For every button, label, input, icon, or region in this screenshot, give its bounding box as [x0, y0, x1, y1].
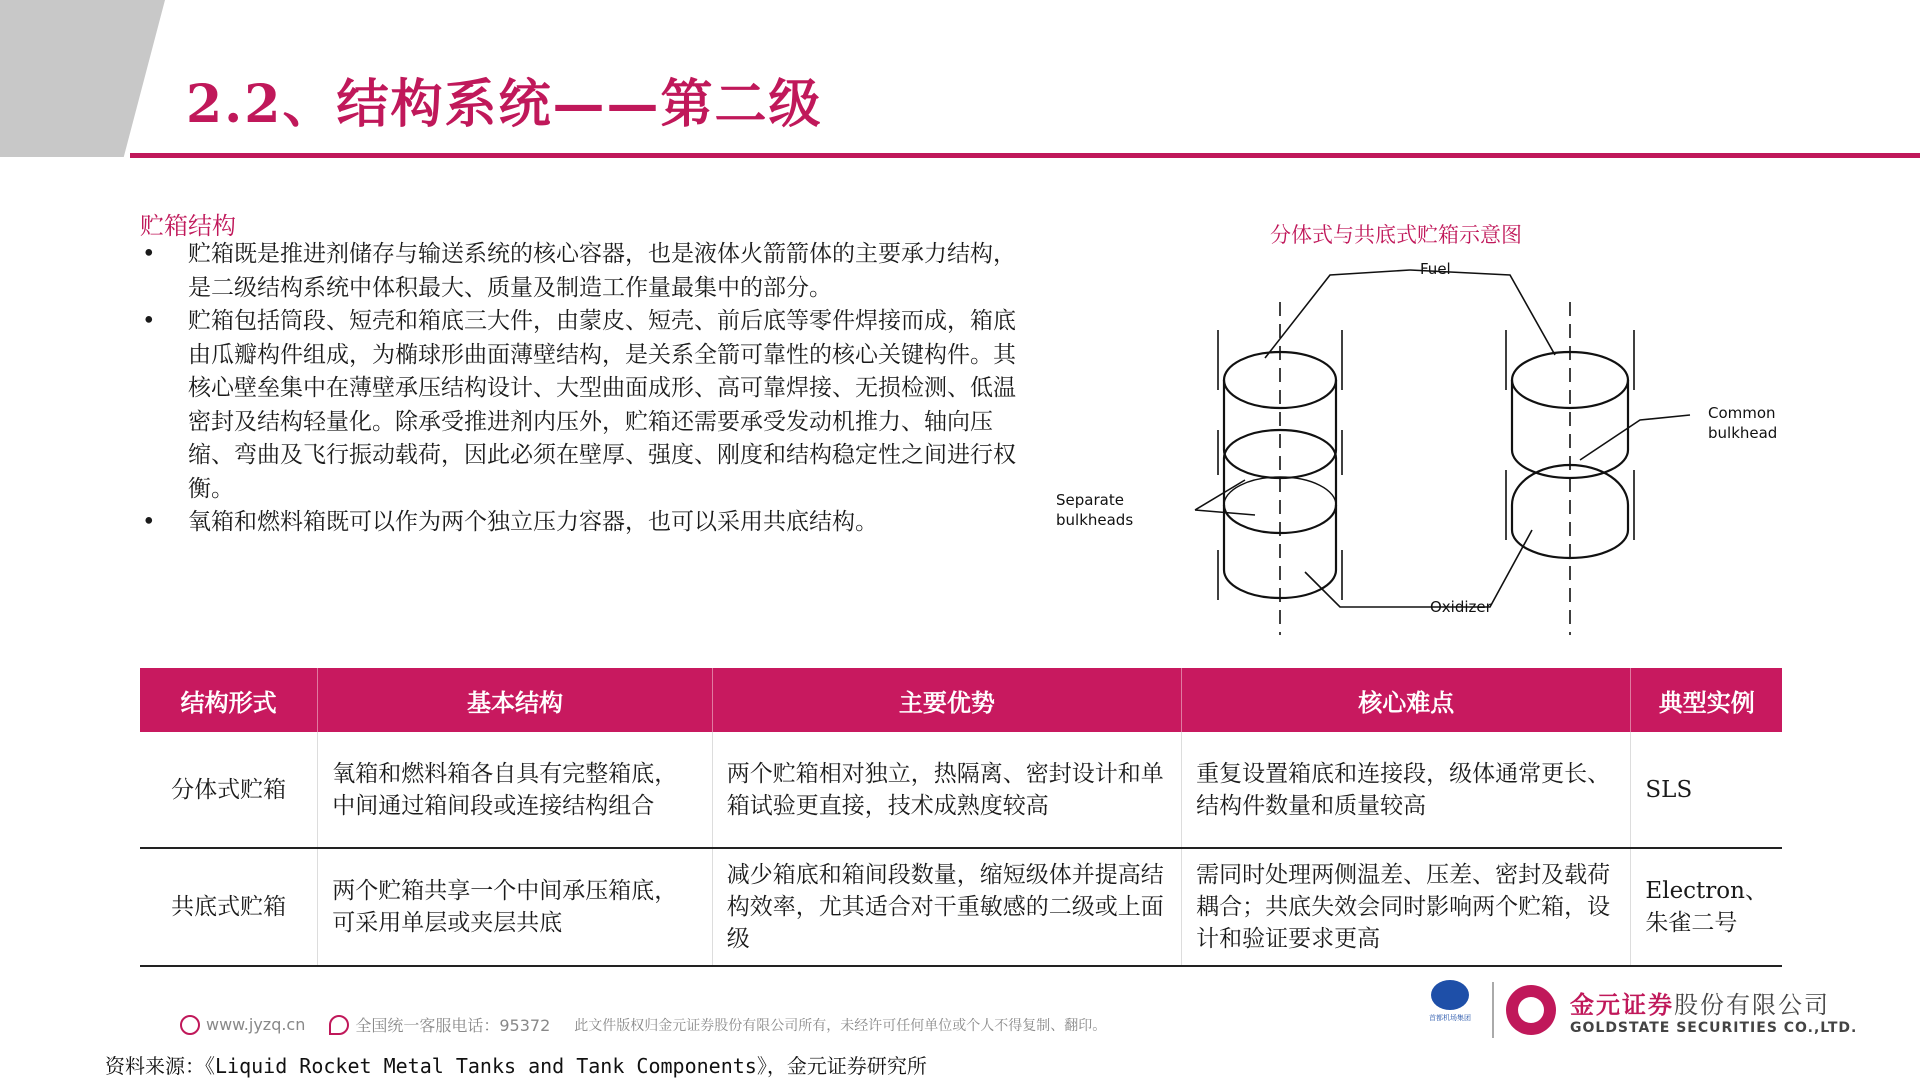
phone-icon [329, 1015, 349, 1035]
footer-notice: 此文件版权归金元证券股份有限公司所有，未经许可任何单位或个人不得复制、翻印。 [574, 1017, 1107, 1034]
table-cell: 两个贮箱共享一个中间承压箱底，可采用单层或夹层共底 [318, 848, 712, 966]
table-cell: 共底式贮箱 [140, 848, 318, 966]
partner-caption: 首都机场集团 [1429, 1014, 1471, 1022]
common-bulkhead-tank-drawing [1506, 302, 1634, 635]
separate-tank-drawing [1218, 302, 1342, 635]
bullet-item: • 氧箱和燃料箱既可以作为两个独立压力容器，也可以采用共底结构。 [140, 506, 1020, 540]
section-heading: 贮箱结构 [140, 212, 236, 240]
globe-icon [180, 1015, 200, 1035]
company-name-cn [1570, 985, 1857, 1020]
table-row [140, 848, 1782, 966]
table-cell: 氧箱和燃料箱各自具有完整箱底，中间通过箱间段或连接结构组合 [318, 732, 712, 848]
label-oxidizer: Oxidizer [1430, 598, 1492, 616]
table-cell: Electron、朱雀二号 [1631, 848, 1782, 966]
footer-bar [180, 1013, 1106, 1036]
bullet-list [140, 238, 1020, 540]
label-fuel: Fuel [1420, 260, 1451, 278]
footer-hotline: 全国统一客服电话：95372 [355, 1016, 551, 1035]
label-separate-1: Separate [1056, 491, 1124, 509]
table-cell: SLS [1631, 732, 1782, 848]
table-header: 核心难点 [1182, 668, 1631, 732]
table-cell: 减少箱底和箱间段数量，缩短级体并提高结构效率，尤其适合对干重敏感的二级或上面级 [712, 848, 1181, 966]
footer-website[interactable]: www.jyzq.cn [206, 1015, 306, 1034]
title-divider [130, 153, 1920, 158]
leader-lines [1195, 270, 1690, 607]
bullet-item: • 贮箱既是推进剂储存与输送系统的核心容器，也是液体火箭箭体的主要承力结构，是二级结构系统中体积最大、质量及制造工作量最集中的部分。 [140, 238, 1020, 305]
corner-decoration [0, 0, 165, 157]
label-separate-2: bulkheads [1056, 511, 1134, 529]
logo-divider [1492, 982, 1494, 1038]
company-name-en: GOLDSTATE SECURITIES CO.,LTD. [1570, 1019, 1858, 1036]
airport-emblem-icon [1431, 980, 1469, 1010]
table-header: 基本结构 [318, 668, 712, 732]
logo-area [1420, 980, 1857, 1040]
table-row [140, 732, 1782, 848]
table-header: 结构形式 [140, 668, 318, 732]
table-cell: 分体式贮箱 [140, 732, 318, 848]
label-common-2: bulkhead [1708, 424, 1778, 442]
table-header: 主要优势 [712, 668, 1181, 732]
bullet-item: • 贮箱包括筒段、短壳和箱底三大件，由蒙皮、短壳、前后底等零件焊接而成，箱底由瓜瓣构件组成，为椭球形曲面薄壁结构，是关系全箭可靠性的核心关键构件。其核心壁垒集中在薄壁承压结构设计、大型曲面成形、高可靠焊接、无损检测、低温密封及结构轻量化。除承受推进剂内压外，贮箱还需要承受发动机推力、轴向压缩、弯曲及飞行振动载荷，因此必须在壁厚、强度、刚度和结构稳定性之间进行权衡。 [140, 305, 1020, 506]
comparison-table [140, 668, 1782, 967]
page-title: 2.2、结构系统——第二级 [186, 74, 823, 135]
tank-diagram [1040, 250, 1800, 640]
label-common-1: Common [1708, 404, 1776, 422]
company-logo-icon [1506, 985, 1556, 1035]
source-note: 资料来源：《Liquid Rocket Metal Tanks and Tank Components》，金元证券研究所 [105, 1054, 927, 1078]
table-header-row [140, 668, 1782, 732]
figure-caption: 分体式与共底式贮箱示意图 [1270, 223, 1522, 247]
table-header: 典型实例 [1631, 668, 1782, 732]
company-name-suffix: 股份有限公司 [1674, 990, 1830, 1019]
table-cell: 需同时处理两侧温差、压差、密封及载荷耦合；共底失效会同时影响两个贮箱，设计和验证要求更高 [1182, 848, 1631, 966]
table-cell: 重复设置箱底和连接段，级体通常更长、结构件数量和质量较高 [1182, 732, 1631, 848]
table-cell: 两个贮箱相对独立，热隔离、密封设计和单箱试验更直接，技术成熟度较高 [712, 732, 1181, 848]
partner-logo [1420, 980, 1480, 1040]
company-name-prefix: 金元证券 [1570, 990, 1674, 1019]
